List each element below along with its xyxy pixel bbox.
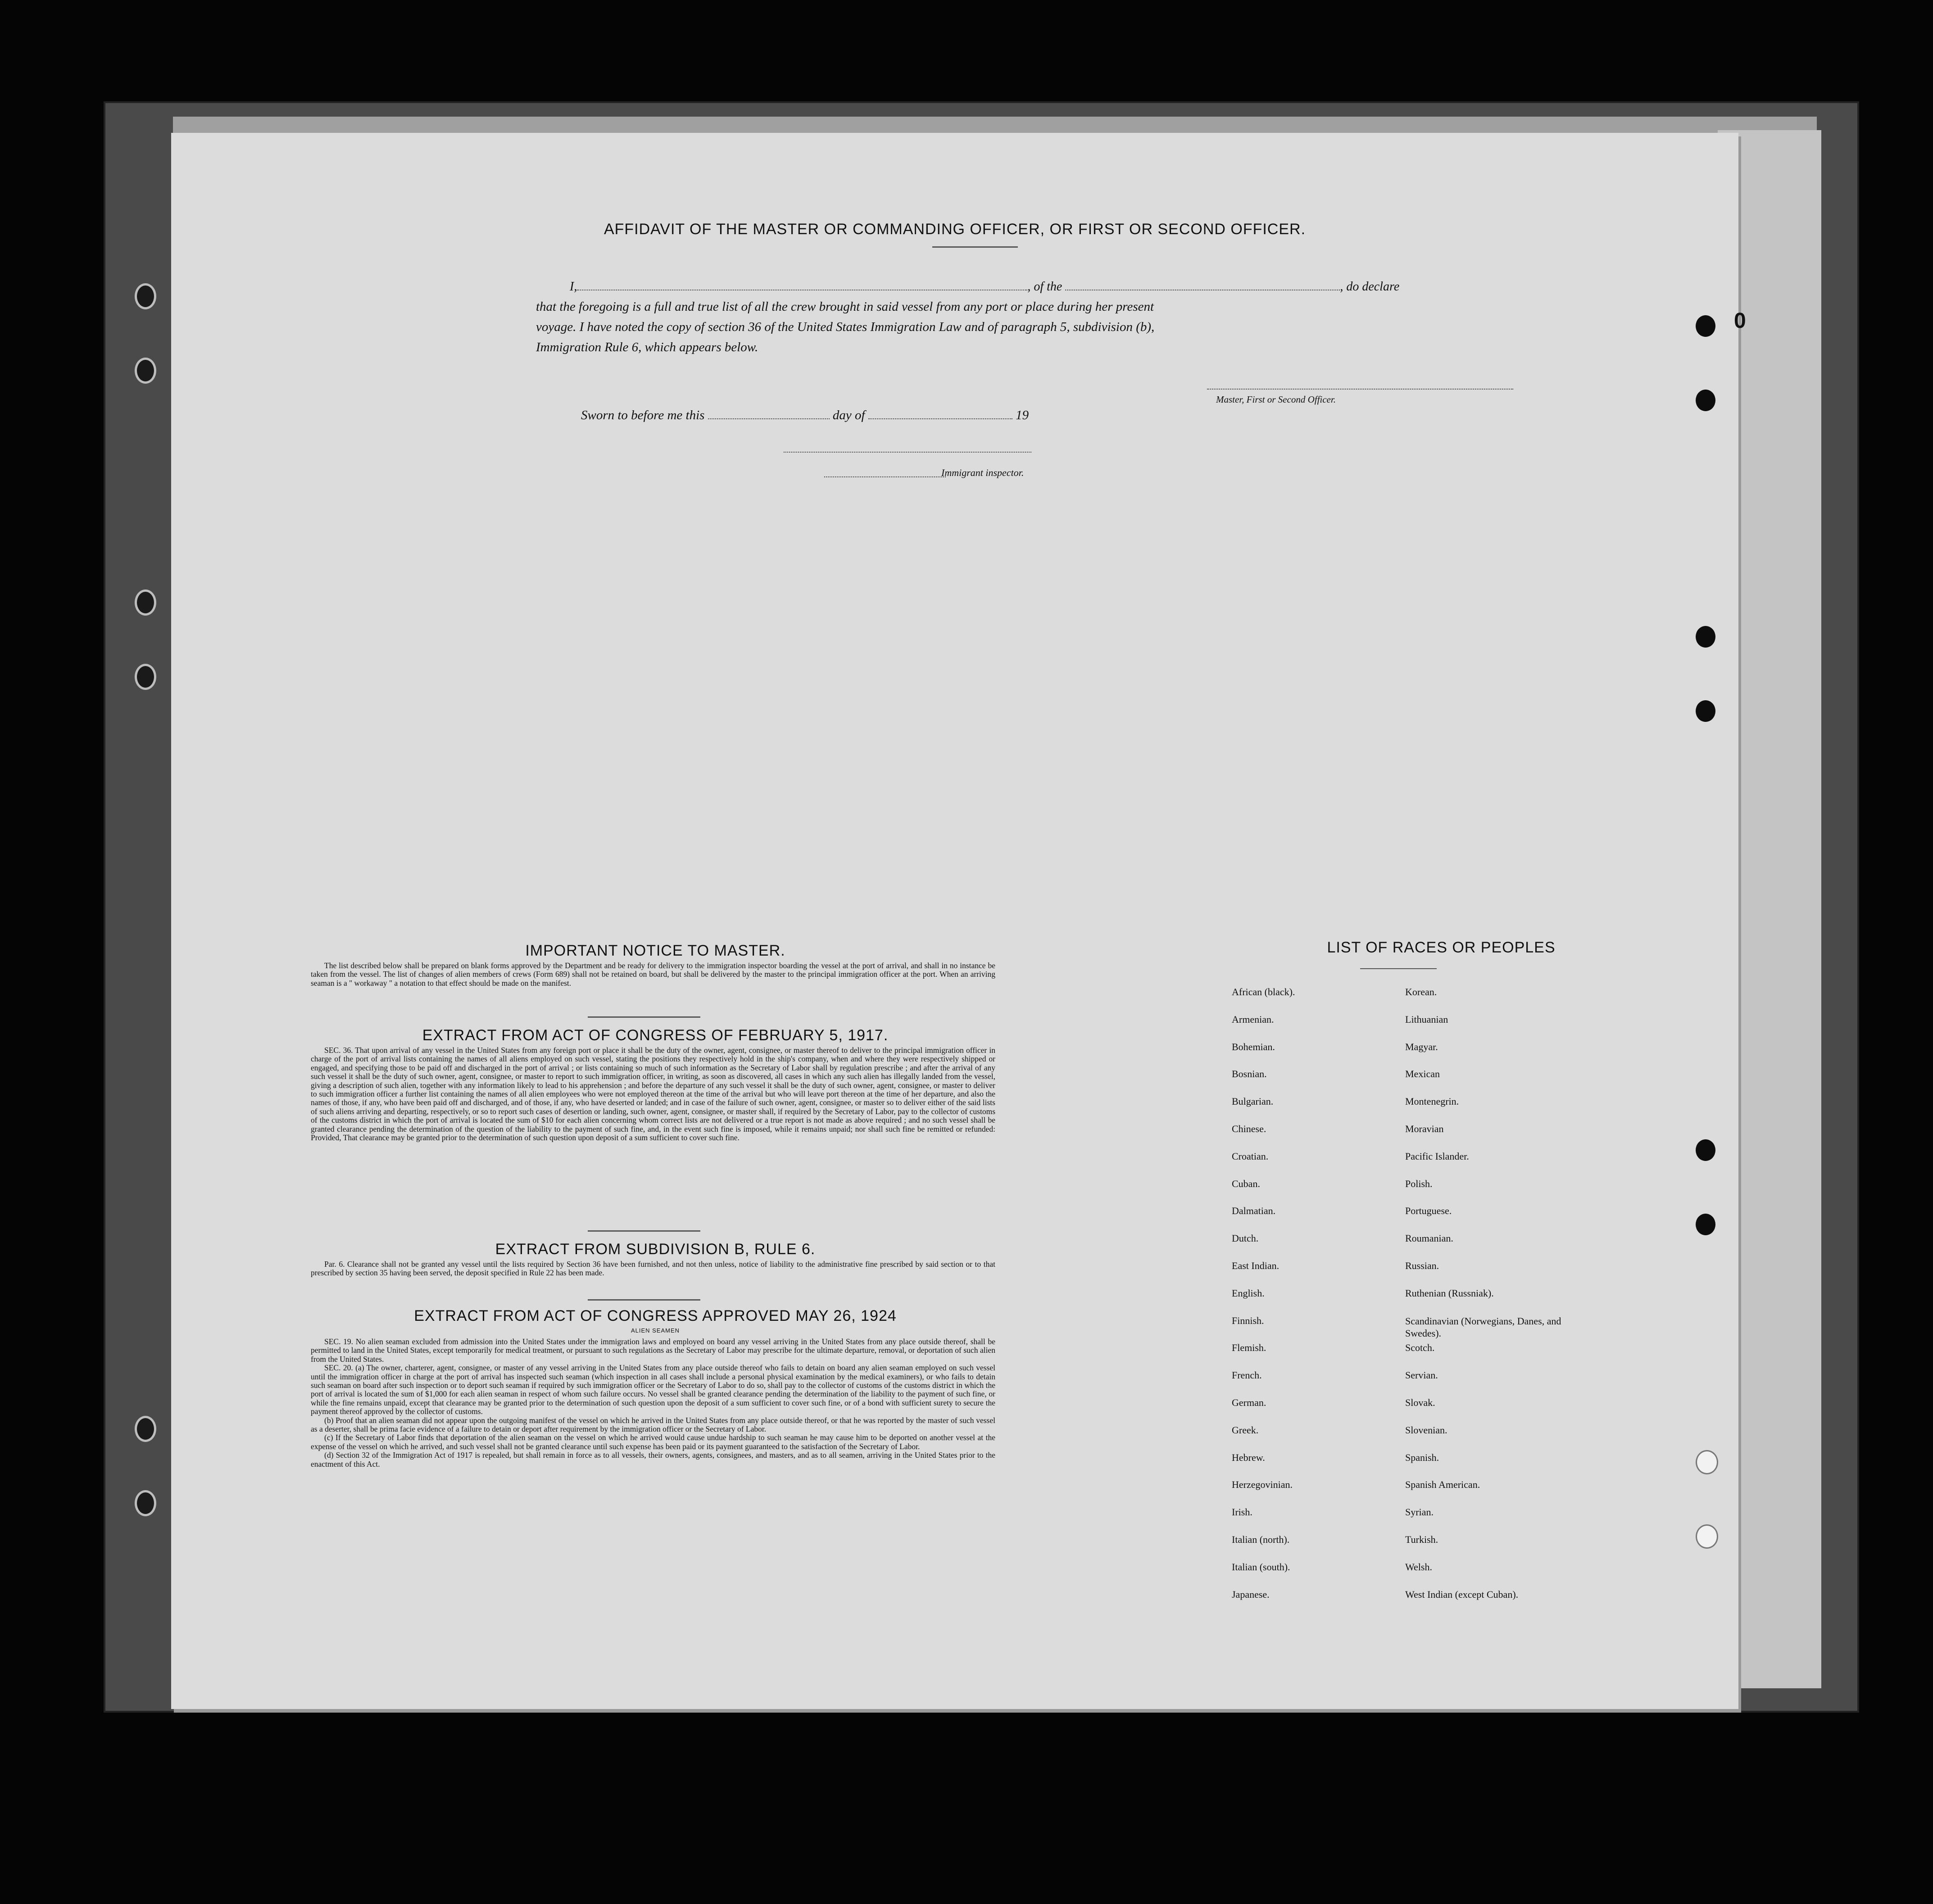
race-item: Irish. [1232, 1506, 1252, 1518]
extract-rule6-rule [588, 1299, 700, 1301]
punch-hole [1696, 1450, 1718, 1474]
declaration-para-line3: Immigration Rule 6, which appears below. [536, 340, 758, 354]
race-item: Pacific Islander. [1405, 1151, 1469, 1162]
race-item: Servian. [1405, 1369, 1438, 1381]
race-item: Korean. [1405, 986, 1437, 997]
sworn-day-of: day of [832, 408, 865, 422]
race-item: African (black). [1232, 986, 1295, 997]
affidavit-title: AFFIDAVIT OF THE MASTER OR COMMANDING OFFICER, OR FIRST OR SECOND OFFICER. [603, 221, 1306, 238]
sec19-text: SEC. 19. No alien seaman excluded from admission into the United States under the immigration laws and employed on board any vessel arriving in the United States from any place outside thereof, shall be permitted to land in the United States, except temporarily for medical treatment, or pursuant to such regulations as the Secretary of Labor may prescribe for the ultimate departure, removal, or deportation of such alien from the United States. [311, 1337, 995, 1364]
race-item: Dutch. [1232, 1233, 1259, 1244]
binder-hole [135, 283, 156, 309]
sec20a-text: SEC. 20. (a) The owner, charterer, agent, consignee, or master of any vessel arriving in the United States from any place outside thereof who fails to detain on board any alien seaman employed on such vessel until the immigration officer in charge at the port of arrival has inspected such seaman (which inspection in all cases shall include a personal physical examination by the medical examiners), or who fails to detain such seaman on board after such inspection or to deport such seaman if required by such immigration officer or the Secretary of Labor to do so, shall pay to the collector of customs of the customs district in which the port of arrival is located the sum of $1,000 for each alien seaman in respect of whom such failure occurs. No vessel shall be granted clearance pending the determination of the liability to the payment of such fine, or while the fine remains unpaid, except that clearance may be granted prior to the determination of such question upon the deposit of a sum sufficient to cover such fine, or of a bond with sufficient surety to secure the payment thereof approved by the collector of customs. [311, 1363, 995, 1416]
declaration-para-line1: that the foregoing is a full and true list of all the crew brought in said vessel from any port or place during her present [536, 299, 1154, 314]
race-item: English. [1232, 1287, 1265, 1299]
race-item: Italian (south). [1232, 1561, 1290, 1573]
punch-hole [1696, 700, 1715, 722]
punch-hole [1696, 626, 1715, 648]
race-item: East Indian. [1232, 1260, 1280, 1271]
sworn-line [581, 407, 1029, 423]
extract-1917-text: SEC. 36. That upon arrival of any vessel in the United States from any foreign port or place it shall be the duty of the owner, agent, consignee, or master thereof to deliver to the principal immigration officer in charge of the port of arrival lists containing the names of all aliens employed on such vessel, stating the positions they respectively hold in the ship's company, when and where they were respectively shipped or engaged, and specifying those to be paid off and discharged in the port of arrival ; or lists containing so much of such information as the Secretary of Labor shall by regulation prescribe ; and after the arrival of any such vessel it shall be the duty of such owner, agent, consignee, or master to report to such immigration officer, in writing, as soon as discovered, all cases in which any such alien has illegally landed from the vessel, giving a description of such alien, together with any information likely to lead to his apprehension ; and before the departure of any such vessel it shall be the duty of such owner, agent, consignee, or master to deliver to such immigration officer a further list containing the names of all alien employees who were not employed thereon at the time of the arrival but who will leave port thereon at the time of her departure, and also the names of those, if any, who have been paid off and discharged, and of those, if any, who have deserted or landed; and in case of the failure of such owner, agent, consignee, or master so to deliver either of the said lists of such aliens arriving and departing, respectively, or so to report such cases of desertion or landing, such owner, agent, consignee, or master shall, if required by the Secretary of Labor, pay to the collector of customs of the customs district in which the port of arrival is located the sum of $10 for each alien concerning whom correct lists are not delivered or a true report is not made as above required ; and no such vessel shall be granted clearance pending the determination of the question of the liability to the payment of such fine, and, in the event such fine is imposed, while it remains unpaid; nor shall such fine be remitted or refunded: Provided, That clearance may be granted prior to the determination of such question upon deposit of a sum sufficient to cover such fine. [311, 1046, 995, 1142]
declaration-do-declare: , do declare [1340, 280, 1400, 294]
race-item: Dalmatian. [1232, 1205, 1276, 1216]
extract-rule6-title: EXTRACT FROM SUBDIVISION B, RULE 6. [495, 1241, 816, 1258]
binder-hole [135, 1416, 156, 1442]
race-item: Italian (north). [1232, 1534, 1290, 1545]
race-item: Hebrew. [1232, 1452, 1265, 1463]
races-list [1232, 986, 1637, 1626]
notice-title: IMPORTANT NOTICE TO MASTER. [525, 942, 785, 959]
race-item: Spanish. [1405, 1452, 1439, 1463]
inspector-signature-line [784, 452, 1031, 453]
race-item: Turkish. [1405, 1534, 1438, 1545]
declaration-para-line2: voyage. I have noted the copy of section 36 of the United States Immigration Law and of paragraph 5, subdivision (b), [536, 320, 1155, 334]
race-item: Armenian. [1232, 1014, 1274, 1025]
race-item: Magyar. [1405, 1041, 1438, 1052]
vessel-blank [1065, 278, 1340, 290]
punch-hole [1696, 1214, 1715, 1235]
race-item: Portuguese. [1405, 1205, 1452, 1216]
race-item: Greek. [1232, 1424, 1259, 1436]
race-item: Croatian. [1232, 1151, 1269, 1162]
inspector-caption: Immigrant inspector. [941, 467, 1024, 478]
sworn-month-blank [868, 407, 1012, 419]
extract-1924-subtitle: ALIEN SEAMEN [631, 1327, 680, 1334]
title-rule [932, 246, 1018, 248]
race-item: Russian. [1405, 1260, 1439, 1271]
form-sheet [171, 133, 1746, 1709]
extract-1917-rule [588, 1230, 700, 1232]
name-blank [577, 278, 1027, 290]
master-caption: Master, First or Second Officer. [1216, 394, 1336, 405]
race-item: Slovenian. [1405, 1424, 1447, 1436]
notice-rule [588, 1016, 700, 1018]
races-rule [1360, 968, 1437, 969]
punch-hole [1696, 315, 1715, 337]
race-item: Bohemian. [1232, 1041, 1275, 1052]
race-item: German. [1232, 1397, 1266, 1408]
race-item: Cuban. [1232, 1178, 1260, 1189]
races-title: LIST OF RACES OR PEOPLES [1327, 939, 1556, 956]
race-item: Mexican [1405, 1068, 1440, 1079]
sec20b-text: (b) Proof that an alien seaman did not appear upon the outgoing manifest of the vessel on which he arrived in the United States from any place outside thereof, or that he was reported by the master of such vessel as a deserter, shall be prima facie evidence of a failure to detain or deport after requirement by the immigration officer or the Secretary of Labor. [311, 1415, 995, 1434]
sworn-year: 19 [1016, 408, 1029, 422]
race-item: French. [1232, 1369, 1262, 1381]
race-item: Flemish. [1232, 1342, 1266, 1353]
race-item: Ruthenian (Russniak). [1405, 1287, 1494, 1299]
master-signature-line [1207, 389, 1513, 390]
extract-rule6-text: Par. 6. Clearance shall not be granted any vessel until the lists required by Section 36 have been furnished, and not then unless, notice of liability to the administrative fine prescribed by said section or to that prescribed by section 35 having been served, the deposit specified in Rule 22 has been made. [311, 1260, 995, 1278]
race-item: Finnish. [1232, 1315, 1264, 1326]
inspector-signature-line-2 [824, 476, 946, 477]
declaration-line [570, 278, 1399, 294]
race-item: Scotch. [1405, 1342, 1435, 1353]
race-item: Moravian [1405, 1123, 1444, 1134]
sec20d-text: (d) Section 32 of the Immigration Act of 1917 is repealed, but shall remain in force as to all vessels, their owners, agents, consignees, and masters, and as to all seamen, arriving in the United States prior to the enactment of this Act. [311, 1451, 995, 1469]
binder-hole [135, 589, 156, 616]
race-item: Bosnian. [1232, 1068, 1267, 1079]
race-item: Chinese. [1232, 1123, 1266, 1134]
race-item: Roumanian. [1405, 1233, 1453, 1244]
sworn-day-blank [708, 407, 830, 419]
punch-hole [1696, 1139, 1715, 1161]
binder-hole [135, 358, 156, 384]
extract-1924-body [311, 1337, 995, 1469]
declaration-i: I, [570, 280, 577, 294]
punch-hole [1696, 390, 1715, 411]
punch-hole [1696, 1524, 1718, 1549]
binder-hole [135, 1490, 156, 1516]
extract-1917-title: EXTRACT FROM ACT OF CONGRESS OF FEBRUARY 5, 1917. [422, 1027, 889, 1044]
race-item: Slovak. [1405, 1397, 1435, 1408]
declaration-of-the: , of the [1027, 280, 1062, 294]
sworn-prefix: Sworn to before me this [581, 408, 705, 422]
race-item: Herzegovinian. [1232, 1479, 1293, 1490]
race-item: West Indian (except Cuban). [1405, 1589, 1519, 1600]
race-item: Bulgarian. [1232, 1096, 1274, 1107]
race-item: Polish. [1405, 1178, 1433, 1189]
race-item: Lithuanian [1405, 1014, 1448, 1025]
race-item: Syrian. [1405, 1506, 1434, 1518]
race-item: Spanish American. [1405, 1479, 1480, 1490]
notice-text: The list described below shall be prepared on blank forms approved by the Department and be ready for delivery to the immigration inspector boarding the vessel at the port of arrival, and shall in no instance be taken from the vessel. The list of changes of alien members of crews (Form 689) shall not be retained on board, but shall be delivered by the master to the principal immigration officer at the port. When an arriving seaman is a " workaway " a notation to that effect should be made on the manifest. [311, 961, 995, 988]
race-item: Welsh. [1405, 1561, 1432, 1573]
sec20c-text: (c) If the Secretary of Labor finds that deportation of the alien seaman on the vessel on which he arrived would cause undue hardship to such seaman he may cause him to be deported on another vessel at the expense of the vessel on which he arrived, and such vessel shall not be granted clearance until such expense has been paid or its payment guaranteed to the satisfaction of the Secretary of Labor. [311, 1433, 995, 1451]
race-item: Japanese. [1232, 1589, 1270, 1600]
race-item: Montenegrin. [1405, 1096, 1459, 1107]
corner-mark: 0 [1734, 309, 1746, 333]
race-item: Scandinavian (Norwegians, Danes, and Swedes). [1405, 1315, 1561, 1339]
binder-hole [135, 664, 156, 690]
extract-1924-title: EXTRACT FROM ACT OF CONGRESS APPROVED MAY 26, 1924 [414, 1307, 897, 1324]
